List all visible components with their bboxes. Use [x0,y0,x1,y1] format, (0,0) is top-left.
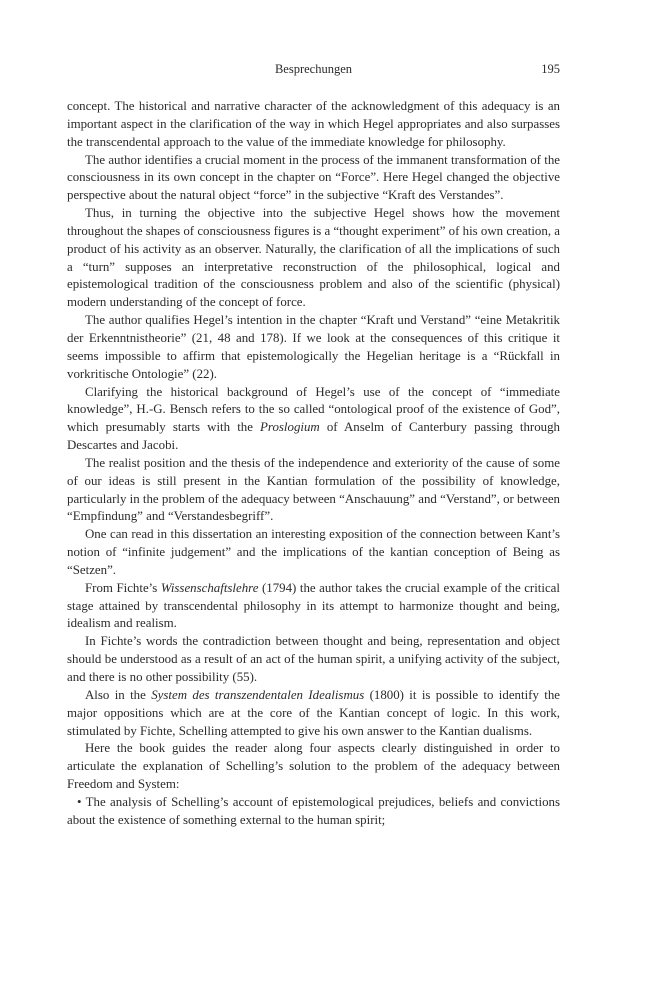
paragraph-10 [67,687,560,741]
paragraph-5-text-after: of Anselm of Canterbury passing through Descartes and Jacobi. [67,420,560,453]
paragraph-8 [67,580,560,634]
paragraph-10-text-after: (1800) it is possible to identify the major oppositions which are at the core of the Kantian concept of logic. In this work, stimulated by Fichte, Schelling attempted to give his own answer to the Kantian dualisms. [67,687,561,738]
paragraph-3: Thus, in turning the objective into the subjective Hegel shows how the movement throughout the shapes of consciousness figures is a “thought experiment” of his own creation, a product of his activity as an observer. Naturally, the clarification of all the implications of such a “turn” supposes an interpretative reconstruction of the philosophical, logical and epistemological tradition of the consciousness problem and also of the scientific (physical) modern understanding of the concept of force. [67,206,560,310]
paragraph-10-text-before: Also in the [85,687,152,702]
body-text [67,98,560,830]
paragraph-2: The author identifies a crucial moment in the process of the immanent transformation of the consciousness in its own concept in the chapter on “Force”. Here Hegel changed the objective perspective about the natural object “force” in the subjective “Kraft des Verstandes”. [67,152,560,203]
paragraph-8-text-before: From Fichte’s [85,580,161,595]
paragraph-7: One can read in this dissertation an interesting exposition of the connection between Kant’s notion of “infinite judgement” and the implications of the kantian conception of Being as “Setzen”. [67,527,560,577]
paragraph-8-italic-title: Wissenschaftslehre [160,580,259,595]
paragraph-8-text-after: (1794) the author takes the crucial example of the critical stage attained by transcendental philosophy in its attempt to harmonize thought and being, idealism and realism. [67,580,560,631]
paragraph-4: The author qualifies Hegel’s intention in the chapter “Kraft und Verstand” “eine Metakritik der Erkenntnistheorie” (21, 48 and 178). If we look at the consequences of this critique it seems impossible to affirm that epistemologically the Hegelian heritage is a “Rückfall in vorkritische Ontologie” (22). [67,313,560,381]
paragraph-5-text-before: Clarifying the historical background of Hegel’s use of the concept of “immediate knowledge”, H.-G. Bensch refers to the so called “ontological proof of the existence of God”, which presumably starts with the [67,384,560,435]
paragraph-10-italic-title: System des transzendentalen Idealismus [151,687,365,702]
paragraph-5-italic-title: Proslogium [260,420,320,435]
bullet-item-1: • The analysis of Schelling’s account of epistemological prejudices, beliefs and convictions about the existence of something external to the human spirit; [67,794,560,827]
running-title: Besprechungen [274,62,353,76]
paragraph-9: In Fichte’s words the contradiction between thought and being, representation and object should be understood as a result of an act of the human spirit, a unifying activity of the subject, and there is no other possibility (55). [67,634,560,684]
paragraph-6: The realist position and the thesis of the independence and exteriority of the cause of some of our ideas is still present in the Kantian formulation of the possibility of knowledge, particularly in the problem of the adequacy between “Anschauung” and “Verstand”, or between “Empfindung” and “Verstandesbegriff”. [67,455,560,524]
running-head [67,62,560,80]
paragraph-5 [67,384,560,455]
paragraph-1: concept. The historical and narrative character of the acknowledgment of this adequacy is an important aspect in the clarification of the way in which Hegel appropriates and also surpasses the transcendental approach to the value of the immediate knowledge for philosophy. [67,99,560,149]
paragraph-11: Here the book guides the reader along four aspects clearly distinguished in order to articulate the explanation of Schelling’s solution to the problem of the adequacy between Freedom and System: [67,741,560,792]
page-number: 195 [541,62,560,76]
